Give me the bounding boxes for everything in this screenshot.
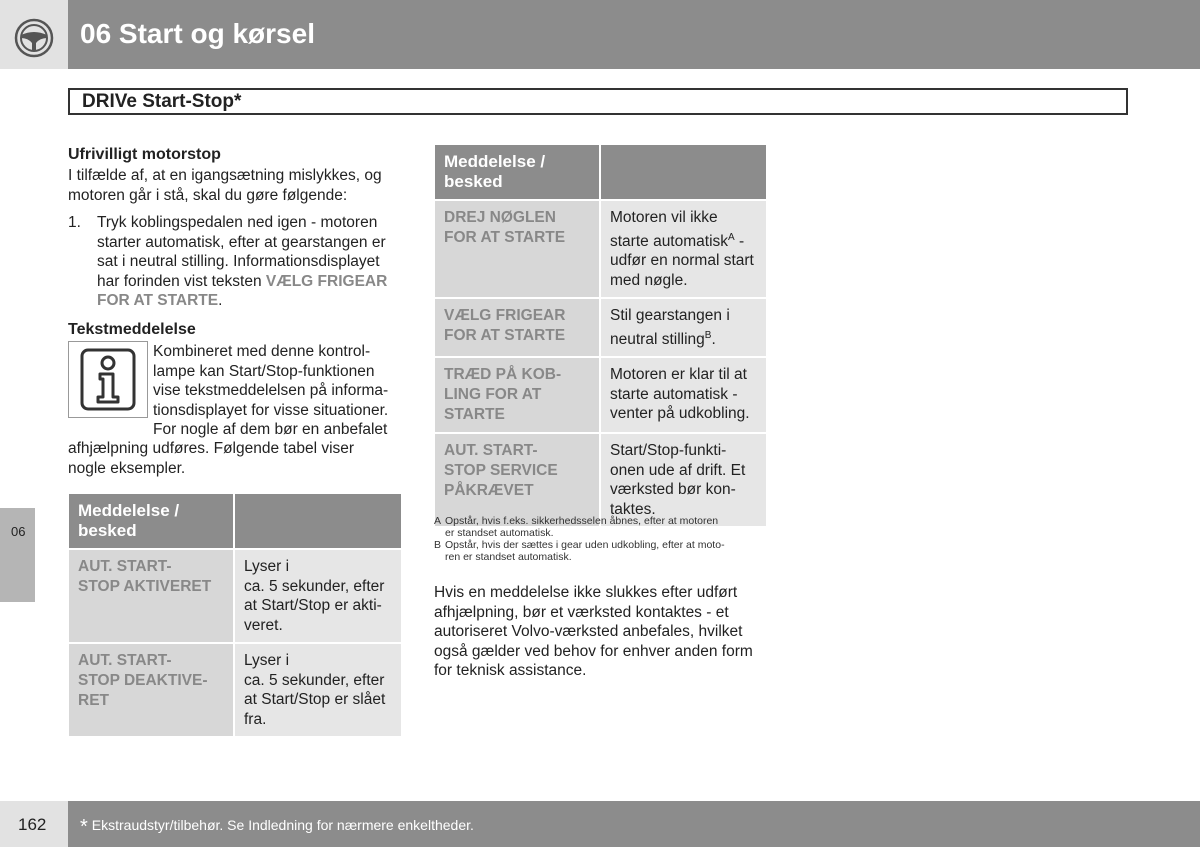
message-cell: AUT. START- STOP AKTIVERET bbox=[68, 549, 234, 643]
message-cell: VÆLG FRIGEAR FOR AT STARTE bbox=[434, 298, 600, 357]
display-message-emphasis: VÆLG FRIGEAR bbox=[265, 272, 388, 290]
list-line: sat i neutral stilling. Informationsdisplayet bbox=[97, 253, 380, 270]
list-line: starter automatisk, efter at gearstangen er bbox=[97, 233, 386, 251]
chapter-side-tab bbox=[0, 508, 35, 602]
list-line: FOR AT STARTE. bbox=[97, 292, 223, 309]
message-cell: AUT. START- STOP SERVICE PÅKRÆVET bbox=[434, 433, 600, 527]
table-row bbox=[434, 433, 767, 527]
message-cell: DREJ NØGLEN FOR AT STARTE bbox=[434, 200, 600, 298]
table-header-cell: Meddelelse / besked bbox=[434, 144, 600, 200]
list-line: har forinden vist teksten VÆLG FRIGEAR bbox=[97, 272, 388, 290]
table-row bbox=[434, 200, 767, 298]
list-line: Tryk koblingspedalen ned igen - motoren bbox=[97, 214, 378, 231]
list-item-text bbox=[97, 213, 387, 311]
info-line: For nogle af dem bør en anbefalet bbox=[153, 421, 388, 438]
intro-line: I tilfælde af, at en igangsætning mislykkes, og bbox=[68, 167, 382, 184]
footer-note bbox=[80, 816, 474, 839]
table-header-cell-empty bbox=[600, 144, 767, 200]
description-cell: Lyser i ca. 5 sekunder, efter at Start/Stop er akti- veret. bbox=[234, 549, 402, 643]
after-paragraph bbox=[68, 439, 354, 478]
info-line: tionsdisplayet for visse situationer. bbox=[153, 401, 389, 419]
message-cell: AUT. START- STOP DEAKTIVE- RET bbox=[68, 643, 234, 737]
steering-wheel-icon bbox=[14, 18, 54, 58]
footnote-a-mark: A bbox=[434, 515, 442, 527]
table-header-row bbox=[434, 144, 767, 200]
description-cell: Stil gearstangen i neutral stilling$^B$. bbox=[600, 298, 767, 357]
right-line: Hvis en meddelelse ikke slukkes efter udført bbox=[434, 584, 738, 601]
heading-involuntary-stop: Ufrivilligt motorstop bbox=[68, 146, 221, 163]
list-item-number: 1. bbox=[68, 214, 81, 231]
heading-text-message: Tekstmeddelelse bbox=[68, 321, 196, 338]
description-cell: Motoren vil ikke starte automatisk$^A$ - udfør en normal start med nøgle. bbox=[600, 200, 767, 298]
display-message-emphasis: FOR AT STARTE bbox=[97, 292, 219, 309]
after-line: nogle eksempler. bbox=[68, 459, 186, 477]
table-row bbox=[434, 357, 767, 433]
right-line: afhjælpning, bør et værksted kontaktes - et bbox=[434, 603, 729, 621]
table-row bbox=[68, 549, 402, 643]
info-line: Kombineret med denne kontrol- bbox=[153, 343, 371, 360]
footnote-b-mark: B bbox=[434, 539, 442, 551]
page-number: 162 bbox=[18, 815, 47, 834]
table-row bbox=[434, 298, 767, 357]
description-cell: Lyser i ca. 5 sekunder, efter at Start/Stop er slået fra. bbox=[234, 643, 402, 737]
right-line: for teknisk assistance. bbox=[434, 662, 587, 679]
info-line: vise tekstmeddelelsen på informa- bbox=[153, 382, 389, 399]
footnote-ref-b: B bbox=[704, 329, 712, 341]
chapter-side-tab-label: 06 bbox=[11, 524, 26, 539]
info-line: lampe kan Start/Stop-funktionen bbox=[153, 362, 375, 380]
footnote-ref-a: A bbox=[728, 231, 735, 243]
right-line: også gælder ved behov for enhver anden form bbox=[434, 642, 753, 660]
footnote-a: Opstår, hvis f.eks. sikkerhedsselen åbnes, efter at motoren er standset automatisk. bbox=[445, 515, 719, 539]
message-table-1 bbox=[67, 492, 403, 738]
intro-paragraph bbox=[68, 166, 382, 205]
description-cell: Motoren er klar til at starte automatisk - venter på udkobling. bbox=[600, 357, 767, 433]
footer-star: * bbox=[80, 816, 88, 838]
section-title: DRIVe Start-Stop* bbox=[82, 91, 242, 112]
table-header-cell-empty bbox=[234, 493, 402, 549]
chapter-title: 06 Start og kørsel bbox=[80, 18, 315, 49]
intro-line: motoren går i stå, skal du gøre følgende: bbox=[68, 186, 348, 204]
table-header-cell: Meddelelse / besked bbox=[68, 493, 234, 549]
message-cell: TRÆD PÅ KOB- LING FOR AT STARTE bbox=[434, 357, 600, 433]
right-paragraph bbox=[434, 583, 753, 681]
info-paragraph bbox=[153, 342, 388, 440]
info-lamp-icon bbox=[68, 341, 148, 418]
after-line: afhjælpning udføres. Følgende tabel viser bbox=[68, 440, 355, 457]
table-header-row bbox=[68, 493, 402, 549]
footer-note-text: Ekstraudstyr/tilbehør. Se Indledning for nærmere enkeltheder. bbox=[91, 817, 474, 833]
right-line: autoriseret Volvo-værksted anbefales, hvilket bbox=[434, 623, 743, 640]
description-cell: Start/Stop-funkti- onen ude af drift. Et værksted bør kon- taktes. bbox=[600, 433, 767, 527]
message-table-2 bbox=[433, 143, 768, 528]
footnote-b: Opstår, hvis der sættes i gear uden udkobling, efter at moto- ren er standset automatisk. bbox=[445, 539, 725, 563]
table-row bbox=[68, 643, 402, 737]
